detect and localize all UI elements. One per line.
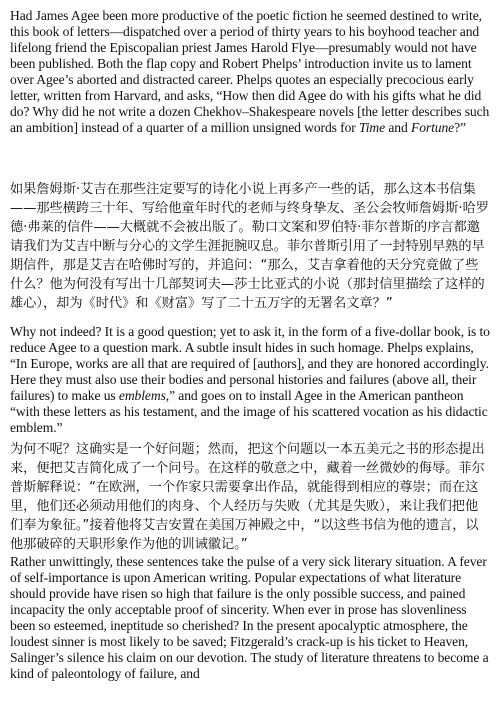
- text-segment: 如果詹姆斯·艾吉在那些注定要写的诗化小说上再多产一些的话，那么这本书信集——那些横跨三十年、写给他童年时代的老师与终身挚友、圣公会牧师詹姆斯·哈罗德·弗莱的信件——大概就不会被出版了。勒口文案和罗伯特·菲尔普斯的序言都邀请我们为艾吉中断与分心的文学生涯扼腕叹息。菲尔普斯引用了一封特别早熟的早期信件，那是艾吉在哈佛时写的，并追问：“那么，艾吉拿着他的天分究竟做了些什么？他为何没有写出十几部契诃夫—莎士比亚式的小说（那封信里描绘了这样的雄心），却为《时代》和《财富》写了二十五万字的无署名文章？”: [10, 182, 489, 311]
- paragraph-en-1: [10, 8, 490, 136]
- text-segment: and: [385, 120, 411, 135]
- paragraph-en-2: [10, 324, 490, 436]
- text-segment: ?”: [454, 120, 466, 135]
- text-segment: 为何不呢？这确实是一个好问题；然而，把这个问题以一本五美元之书的形态提出来，便把艾吉简化成了一个问号。在这样的敬意之中，藏着一丝微妙的侮辱。菲尔普斯解释说：“在欧洲，一个作家只需要拿出作品，就能得到相应的尊崇；而在这里，他们还必须动用他们的肉身、个人经历与失败（尤其是失败），来让我们把他们奉为象征。”接着他将艾吉安置在美国万神殿之中，“以这些书信为他的遗言，以他那破碎的天职形象作为他的训诫徽记。”: [10, 442, 485, 552]
- paragraph-en-3: [10, 554, 490, 682]
- text-segment: ,” and goes on to install Agee in the American pantheon “with these letters as his testament, and the image of his scattered vocation as his didactic emblem.”: [10, 388, 488, 435]
- text-segment: Had James Agee been more productive of the poetic fiction he seemed destined to write, this book of letters—dispatched over a period of thirty years to his boyhood teacher and lifelong friend the Episcopalian priest James Harold Flye—presumably would not have been published. Both the flap copy and Robert Phelps’ introduction invite us to lament over Agee’s aborted and distracted career. Phelps quotes an especially precocious early letter, written from Harvard, and asks, “How then did Agee do with his gifts what he did do? Why did he not write a dozen Chekhov–Shakespeare novels [the letter describes such an ambition] instead of a quarter of a million unsigned words for: [10, 8, 490, 135]
- italic-word-emblems: emblems: [118, 388, 166, 403]
- text-segment: Why not indeed? It is a good question; yet to ask it, in the form of a five-dollar book, is to reduce Agee to a question mark. A subtle insult hides in such homage. Phelps explains, “In Europe, works are all that are required of [authors], and they are honored accordingly. Here they must also use their bodies and personal histories and failures (above all, their failures) to make us: [10, 324, 490, 403]
- italic-title-time: Time: [359, 120, 386, 135]
- italic-title-fortune: Fortune: [411, 120, 455, 135]
- paragraph-zh-1: [10, 180, 490, 313]
- paragraph-zh-2: [10, 440, 490, 554]
- text-segment: Rather unwittingly, these sentences take the pulse of a very sick literary situation. A fever of self-importance is upon American writing. Popular expectations of what literature should provide have risen so high that failure is the only possible success, and pained incapacity the only acceptable proof of sincerity. When ever in prose has slovenliness been so esteemed, ineptitude so cherished? In the present apocalyptic atmosphere, the loudest sinner is most likely to be saved; Fitzgerald’s crack-up is his ticket to Heaven, Salinger’s silence his claim on our devotion. The study of literature threatens to become a kind of paleontology of failure, and: [10, 554, 489, 681]
